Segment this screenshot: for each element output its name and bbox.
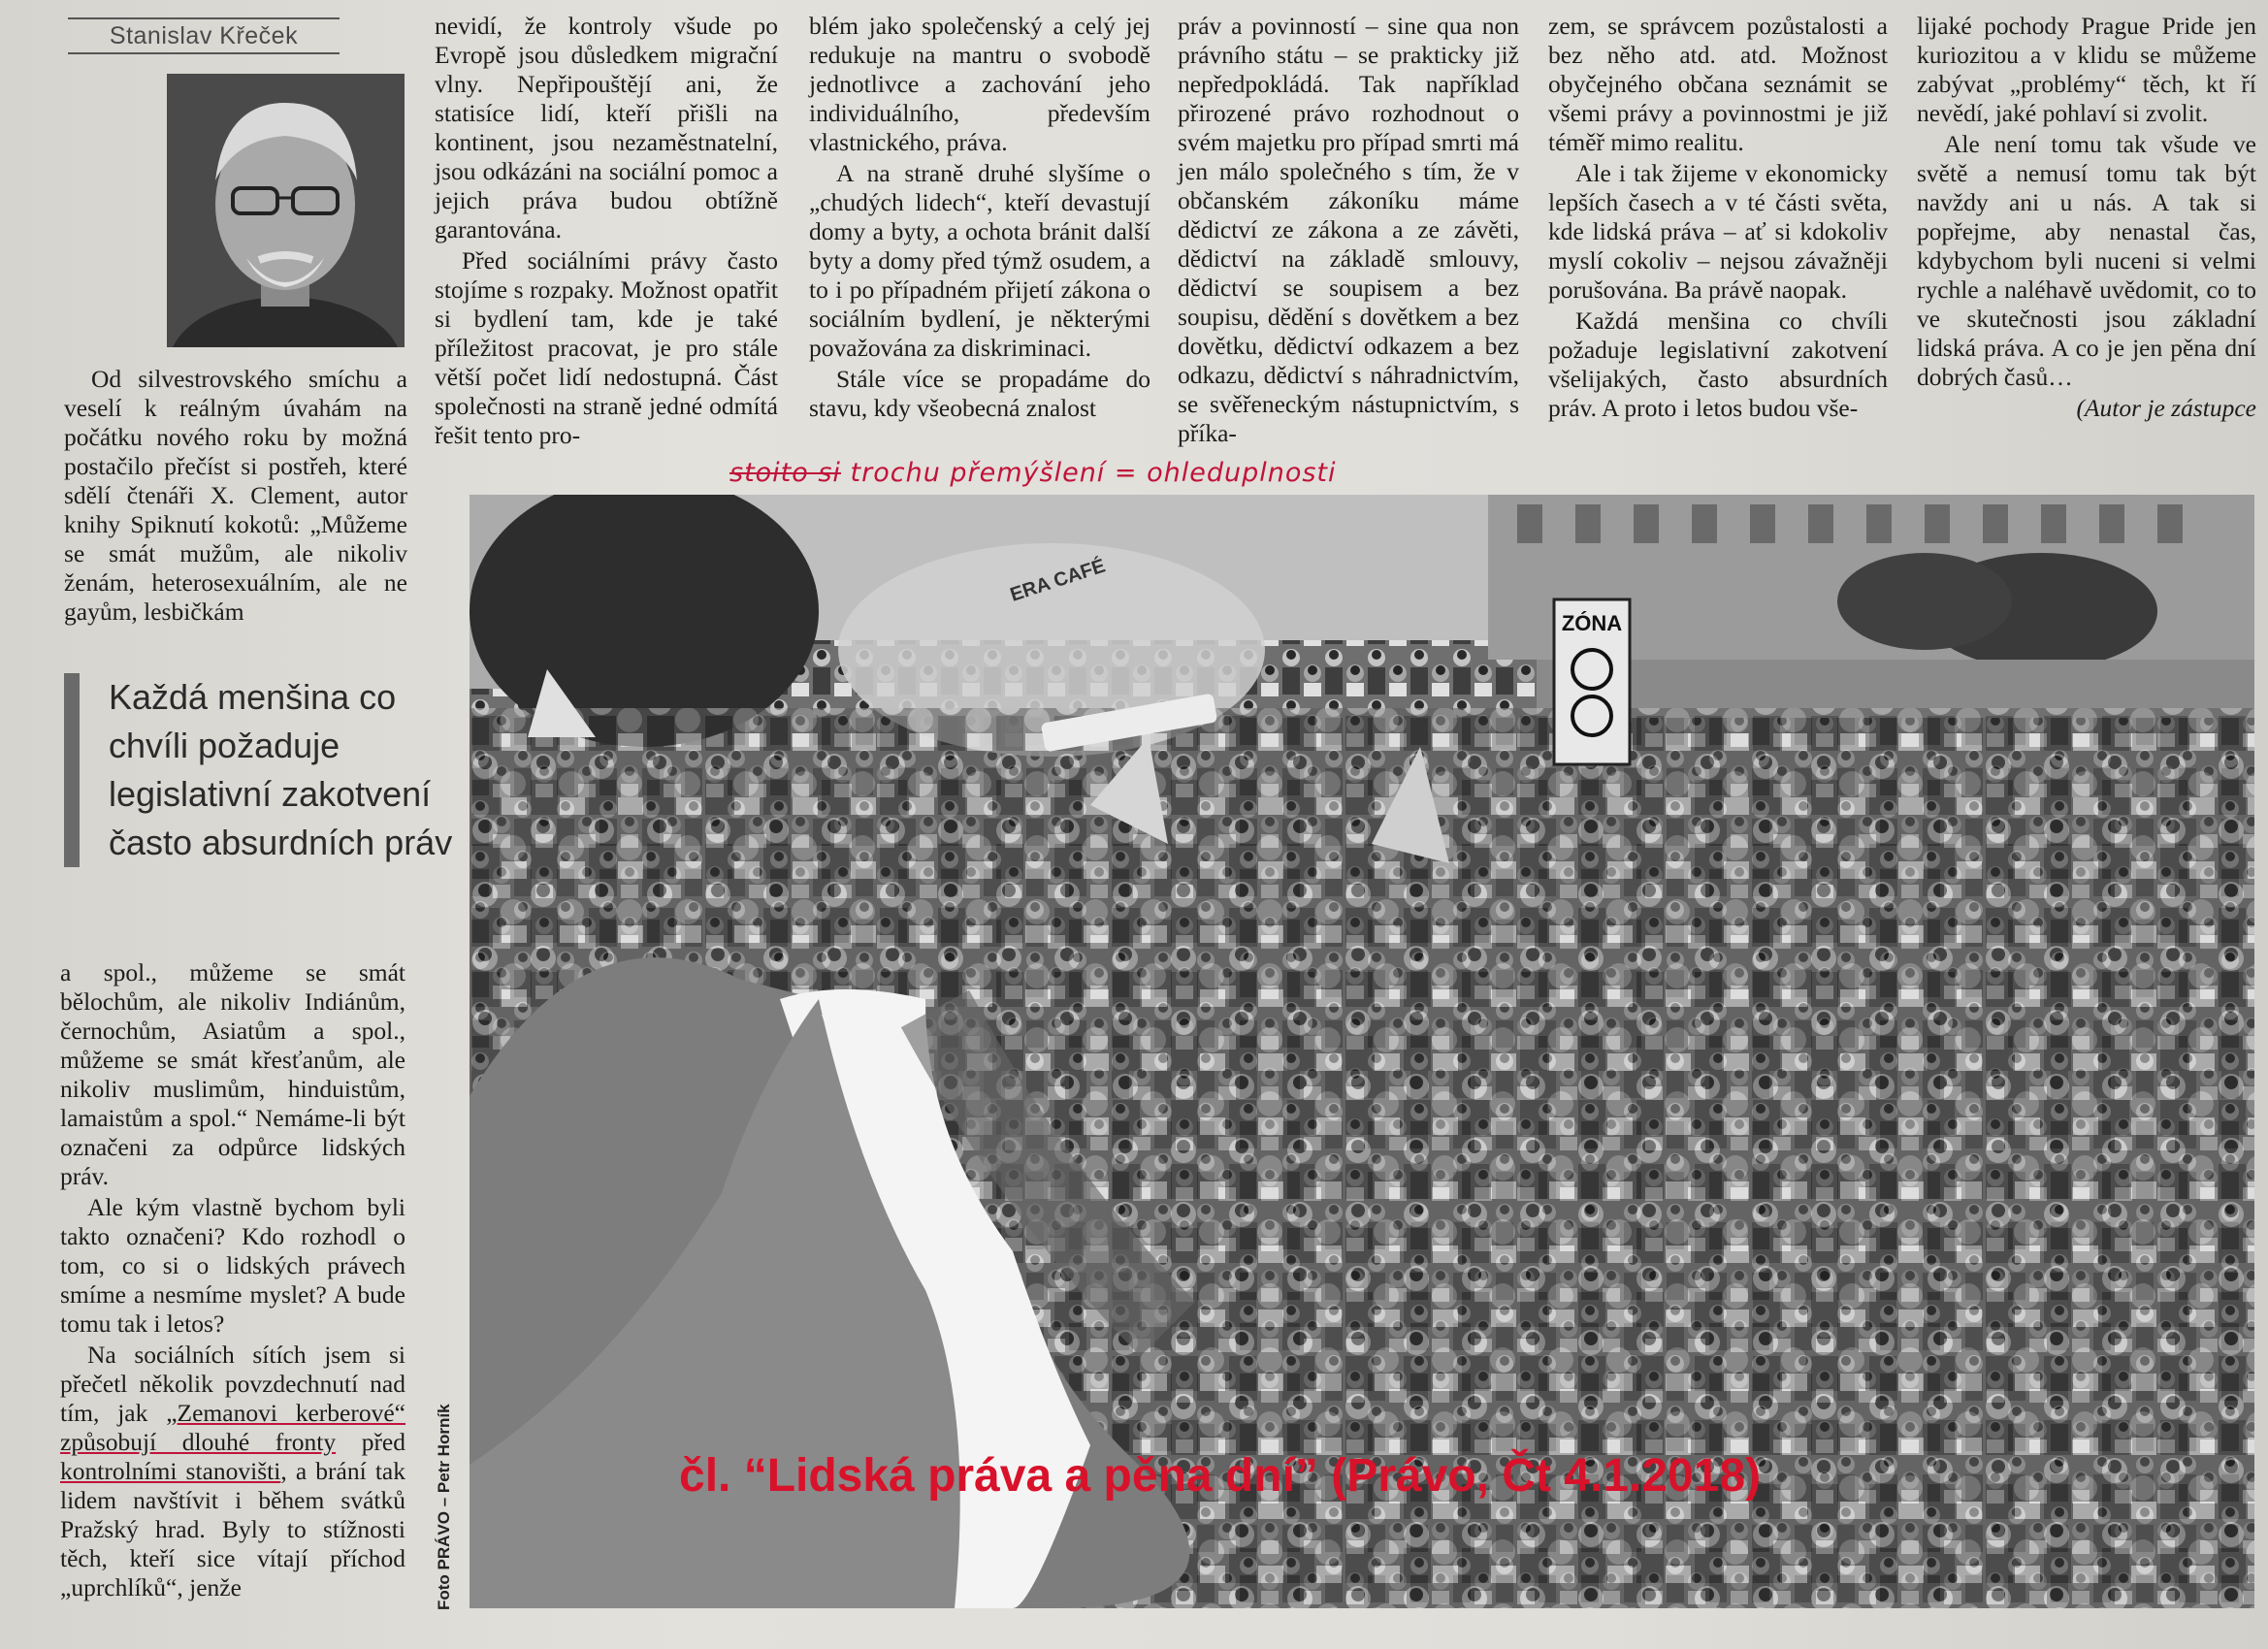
paragraph: Před sociálními právy často stojíme s rozpaky. Možnost opatřit si bydlení tam, kde je také příležitost pracovat, je pro stále větší počet lidí nedostupná. Část společnosti na straně jedné odmítá řešit tento pro- bbox=[435, 246, 778, 449]
column-6 bbox=[1917, 12, 2256, 423]
parade-photo-image bbox=[470, 495, 2254, 1608]
underlined-phrase: kontrolními stanovišti bbox=[60, 1457, 281, 1485]
author-byline: Stanislav Křeček bbox=[68, 17, 340, 54]
author-portrait-image bbox=[167, 74, 405, 347]
paragraph: Od silvestrovského smíchu a veselí k reálným úvahám na počátku nového roku by možná postačilo přečíst si postřeh, které sdělí čtenáři X. Clement, autor knihy Spiknutí kokotů: „Můžeme se smát mužům, ale nikoliv ženám, heterosexuálním, ale ne gayům, lesbičkám bbox=[64, 365, 407, 626]
column-5 bbox=[1548, 12, 1888, 423]
paragraph: práv a povinností – sine qua non právního státu – se prakticky již nepředpokládá. Tak například přirozené právo rozhodnout o svém majetku pro případ smrti má jen málo společného s tím, že v občanském zákoníku máme dědictví ze zákona a ze závěti, dědictví na základě smlouvy, dědictví se soupisem a bez soupisu, dědění s dovětkem a bez dovětku, dědictví odkazem a bez odkazu, dědictví s náhradnictvím, se svěřeneckým nástupnictvím, s příka- bbox=[1178, 12, 1519, 447]
photo-credit bbox=[435, 1387, 460, 1610]
text-span: před bbox=[336, 1428, 406, 1456]
text-span: Na sociálních sítích jsem si přečetl několik povzdechnutí nad tím, jak bbox=[60, 1341, 405, 1427]
paragraph: A na straně druhé slyšíme o „chudých lidech“, kteří devastují domy a byty, a ochota bránit další byty a domy před týmž osudem, a to i po případném přijetí zákona o sociálním bydlení, je některými považována za diskriminaci. bbox=[809, 159, 1150, 362]
column-1-rest bbox=[60, 958, 405, 1602]
underlined-phrase: „Zemanovi kerberové“ bbox=[166, 1399, 405, 1427]
paragraph: Každá menšina co chvíli požaduje legislativní zakotvení všelijakých, často absurdních práv. A proto i letos budou vše- bbox=[1548, 307, 1888, 422]
zone-sign-text: ZÓNA bbox=[1561, 611, 1623, 635]
paragraph: lijaké pochody Prague Pride jen kuriozitou a v klidu se můžeme zabývat „problémy“ těch, kt ří nevědí, jaké pohlaví si zvolit. bbox=[1917, 12, 2256, 127]
banner-text: ERA CAFÉ bbox=[1007, 555, 1109, 606]
paragraph: nevidí, že kontroly všude po Evropě jsou důsledkem migrační vlny. Nepřipouštějí ani, že statisíce lidí, kteří přišli na kontinent, jsou nezaměstnatelní, jsou odkázáni na sociální pomoc a jejich práva budou obtížně garantována. bbox=[435, 12, 778, 243]
paragraph bbox=[60, 1341, 405, 1602]
paragraph: Ale kým vlastně bychom byli takto označeni? Kdo rozhodl o tom, co si o lidských právech smíme a nesmíme myslet? A bude tomu tak i letos? bbox=[60, 1193, 405, 1338]
parade-photo bbox=[470, 495, 2254, 1608]
paragraph: Ale není tomu tak všude ve světě a nemusí tomu tak být navždy ani u nás. A tak si popřejme, aby nenastal čas, kdybychom byli nuceni si velmi rychle a naléhavě uvědomit, co to ve skutečnosti jsou základní lidská práva. A co je jen pěna dní dobrých časů… bbox=[1917, 130, 2256, 391]
paragraph: zem, se správcem pozůstalosti a bez něho atd. atd. Možnost obyčejného občana seznámit se všemi právy a povinnostmi je již téměř mimo realitu. bbox=[1548, 12, 1888, 156]
author-note: (Autor je zástupce bbox=[2076, 394, 2256, 422]
text-span: , a brání tak lidem navštívit i během svátků Pražský hrad. Byly to stížnosti těch, kteří sice vítají příchod „uprchlíků“, jenže bbox=[60, 1457, 406, 1601]
column-1-intro bbox=[64, 365, 407, 627]
column-2 bbox=[435, 12, 778, 450]
struck-handwriting: stoito si bbox=[729, 458, 841, 488]
author-portrait bbox=[167, 74, 405, 347]
underlined-phrase: způsobují dlouhé fronty bbox=[60, 1428, 337, 1456]
handwriting: trochu přemýšlení = ohleduplnosti bbox=[850, 458, 1337, 488]
column-4 bbox=[1178, 12, 1519, 448]
photo-credit-text: Foto PRÁVO – Petr Horník bbox=[435, 1404, 453, 1610]
column-3 bbox=[809, 12, 1150, 423]
paragraph: a spol., můžeme se smát bělochům, ale nikoliv Indiánům, černochům, Asiatům a spol., můžeme se smát křesťanům, ale nikoliv muslimům, hinduistům, lamaistům a spol.“ Nemáme-li být označeni za odpůrce lidských práv. bbox=[60, 958, 405, 1190]
pull-quote: Každá menšina co chvíli požaduje legislativní zakotvení často absurdních práv bbox=[64, 673, 458, 867]
handwritten-annotation bbox=[729, 458, 1337, 488]
paragraph: blém jako společenský a celý jej redukuje na mantru o svobodě jednotlivce a zachování jeho individuálního, především vlastnického, práva. bbox=[809, 12, 1150, 156]
paragraph: Stále více se propadáme do stavu, kdy všeobecná znalost bbox=[809, 365, 1150, 422]
article-reference-annotation: čl. “Lidská práva a pěna dní” (Právo, Čt 4.1.2018) bbox=[679, 1450, 1762, 1502]
paragraph: Ale i tak žijeme v ekonomicky lepších časech a v té části světa, kde lidská práva – ať si kdokoliv myslí cokoliv – nejsou závažněji porušována. Ba právě naopak. bbox=[1548, 159, 1888, 304]
